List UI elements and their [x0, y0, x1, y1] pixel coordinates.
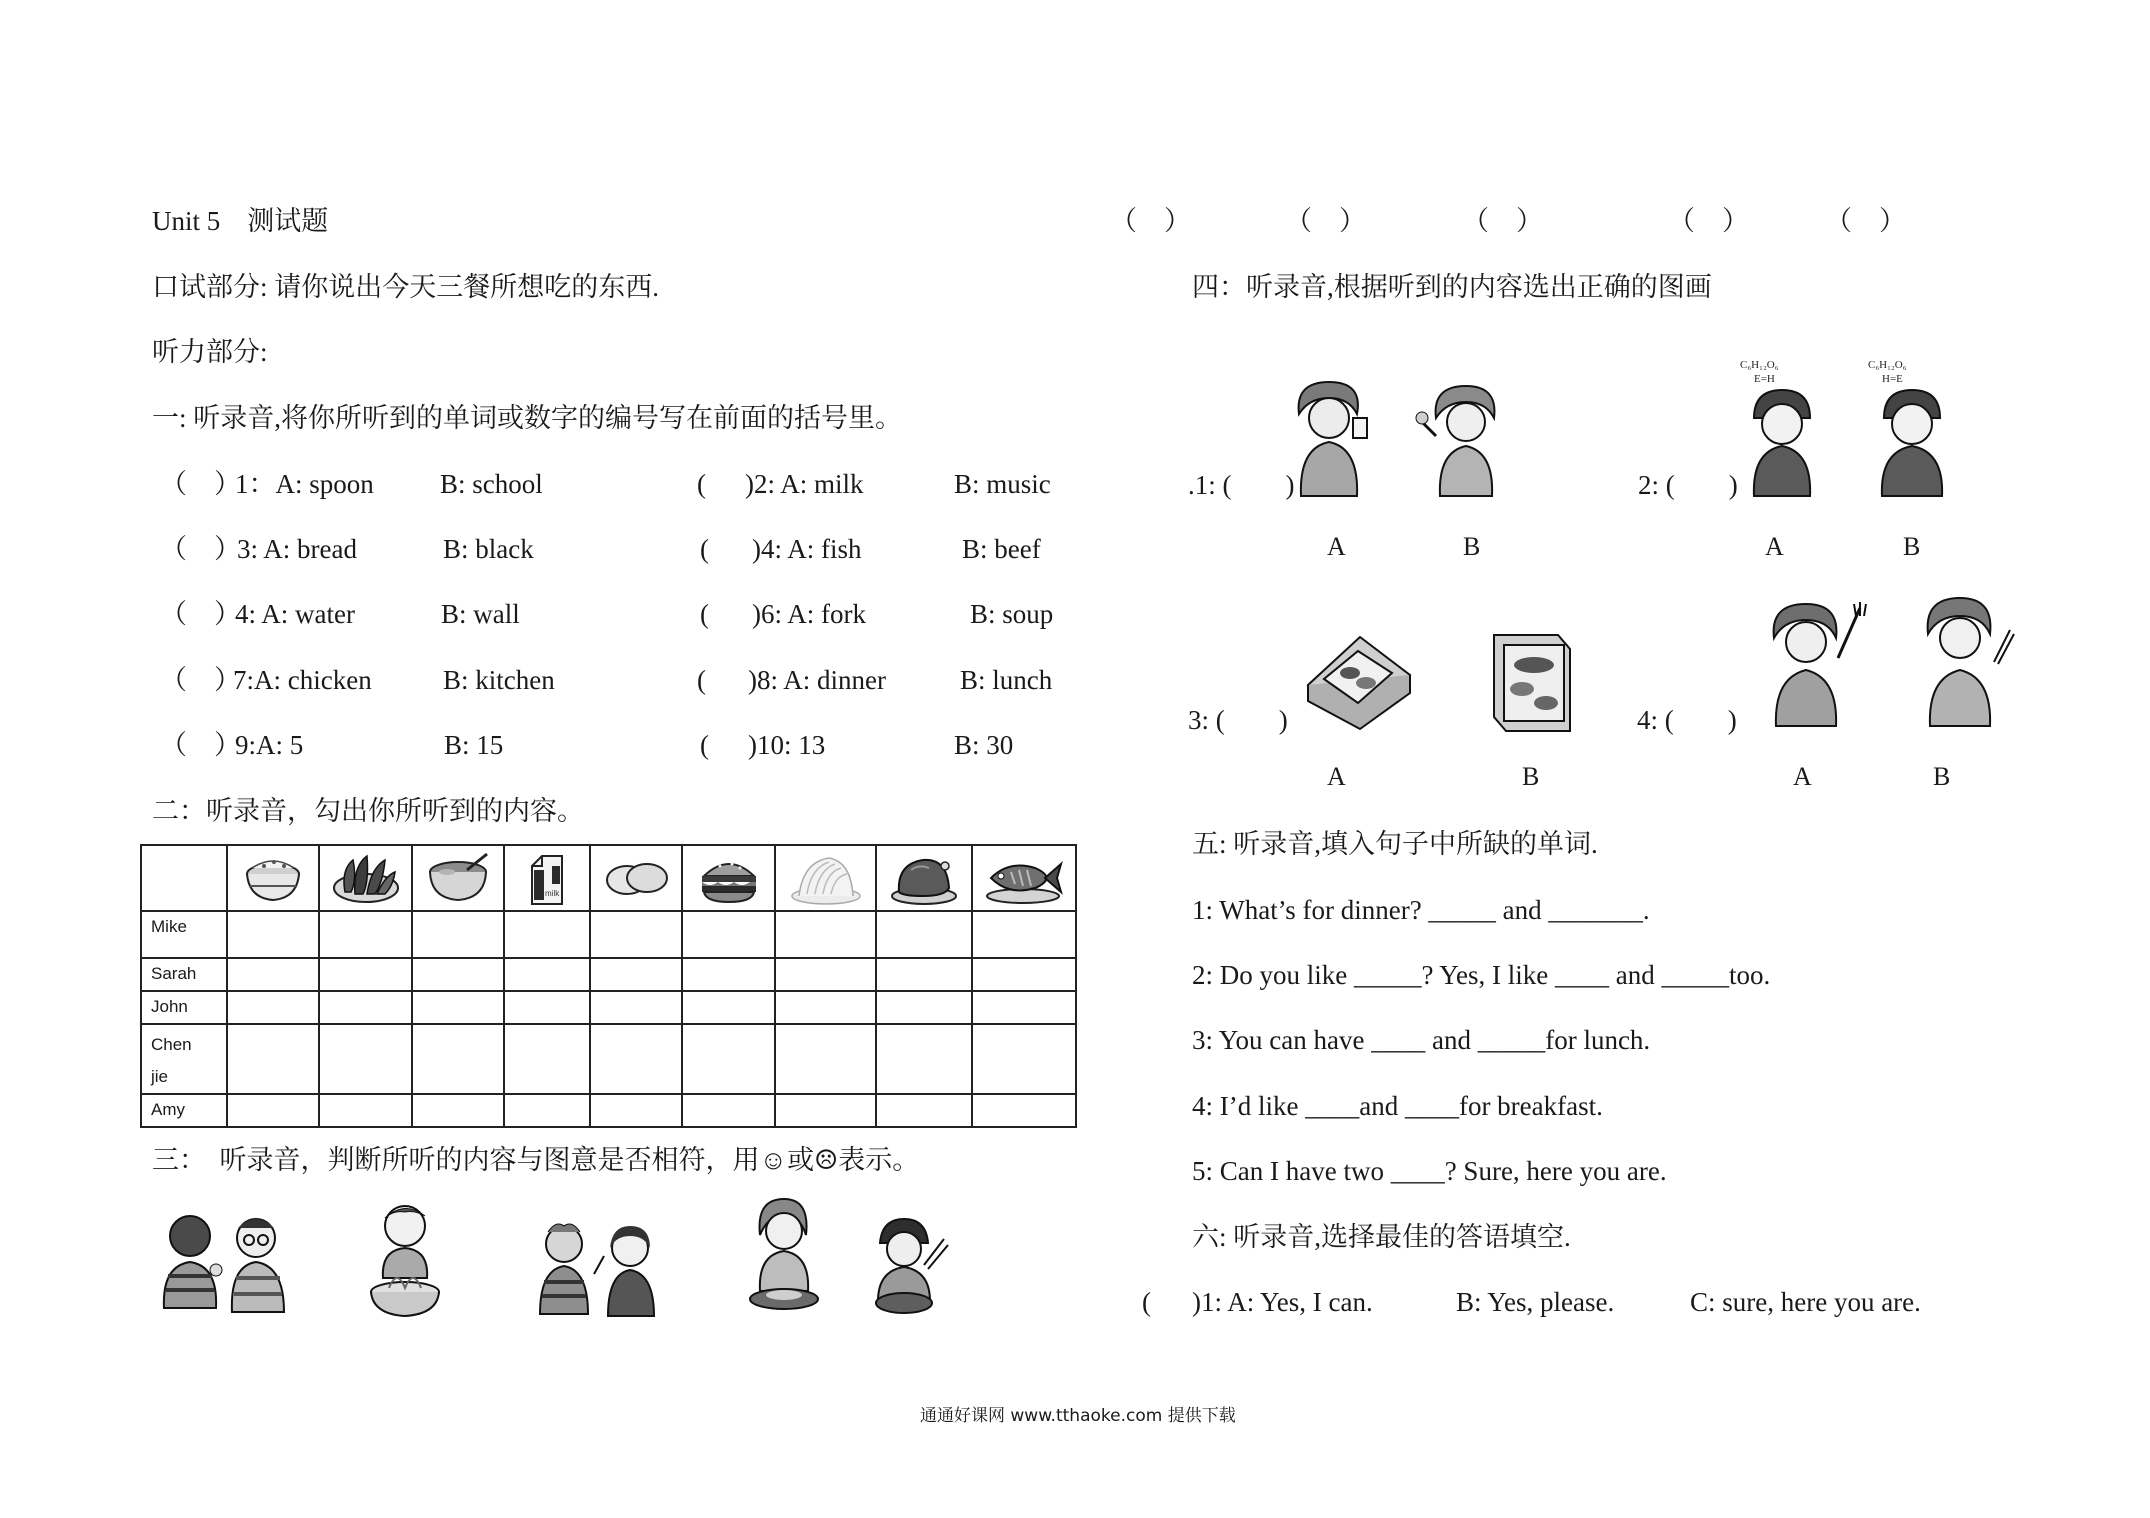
choice-paren[interactable]: 2: ( ): [1638, 470, 1738, 500]
check-cell[interactable]: [775, 991, 876, 1024]
fill-blank-sentence[interactable]: 4: I’d like ____and ____for breakfast.: [1192, 1091, 1603, 1121]
check-cell[interactable]: [319, 991, 412, 1024]
option-a: 9:A: 5: [235, 730, 304, 760]
check-cell[interactable]: [876, 991, 972, 1024]
check-cell[interactable]: [972, 991, 1076, 1024]
check-cell[interactable]: [504, 911, 590, 958]
answer-paren[interactable]: （ ）: [160, 599, 241, 629]
answer-paren[interactable]: （ ）: [1285, 206, 1366, 236]
worksheet-title: Unit 5 测试题: [152, 206, 329, 236]
option-b: B: 15: [444, 730, 504, 760]
option-a: 4: A: water: [235, 599, 355, 629]
check-cell[interactable]: [682, 1024, 775, 1094]
option-a-label: A: [1765, 532, 1784, 561]
fill-blank-sentence[interactable]: 5: Can I have two ____? Sure, here you are.: [1192, 1156, 1667, 1186]
option-a: )4: A: fish: [752, 534, 862, 564]
check-cell[interactable]: [775, 911, 876, 958]
two-boys-talking-illustration: [150, 1208, 300, 1318]
food-header-soup: [412, 845, 504, 911]
check-cell[interactable]: [775, 958, 876, 991]
answer-paren[interactable]: (: [697, 469, 706, 499]
food-header-hamburger: [682, 845, 775, 911]
check-cell[interactable]: [319, 958, 412, 991]
check-cell[interactable]: [876, 1094, 972, 1127]
section2-heading: 二：听录音，勾出你所听到的内容。: [152, 796, 584, 826]
check-cell[interactable]: [972, 958, 1076, 991]
check-cell[interactable]: [227, 1094, 319, 1127]
section3-heading: 三： 听录音，判断所听的内容与图意是否相符，用☺或☹表示。: [152, 1145, 920, 1175]
check-cell[interactable]: [590, 911, 682, 958]
option-b-label: B: [1463, 532, 1481, 561]
check-cell[interactable]: [590, 1024, 682, 1094]
option-a: )1: A: Yes, I can.: [1192, 1287, 1373, 1317]
check-cell[interactable]: [227, 958, 319, 991]
check-cell[interactable]: [504, 1024, 590, 1094]
check-cell[interactable]: [590, 958, 682, 991]
girl-with-fork-illustration: [1760, 598, 1872, 730]
answer-paren[interactable]: （ ）: [160, 469, 241, 499]
check-cell[interactable]: [682, 1094, 775, 1127]
girl-with-plate-illustration: [738, 1195, 828, 1320]
check-cell[interactable]: [590, 1094, 682, 1127]
food-header-noodles: [775, 845, 876, 911]
option-b: B: soup: [970, 599, 1054, 629]
student-name: John: [141, 991, 227, 1024]
check-cell[interactable]: [775, 1094, 876, 1127]
boy-eating-noodles-illustration: [365, 1198, 445, 1318]
boy-thinking-formula-a-illustration: [1730, 352, 1830, 498]
option-a: )10: 13: [748, 730, 826, 760]
check-cell[interactable]: [876, 1024, 972, 1094]
option-b: B: wall: [441, 599, 520, 629]
answer-paren[interactable]: (: [700, 730, 709, 760]
milk-carton-label: milk: [545, 889, 560, 898]
section5-heading: 五: 听录音,填入句子中所缺的单词.: [1192, 829, 1598, 859]
listening-heading: 听力部分:: [152, 337, 268, 367]
check-cell[interactable]: [319, 1094, 412, 1127]
answer-paren[interactable]: （ ）: [160, 534, 241, 564]
fill-blank-sentence[interactable]: 3: You can have ____ and _____for lunch.: [1192, 1025, 1651, 1055]
formula-text: C₆H₁₂O₆ E=H: [1740, 359, 1779, 385]
answer-paren[interactable]: (: [697, 665, 706, 695]
student-name: Mike: [141, 911, 227, 958]
answer-paren[interactable]: (: [1142, 1287, 1151, 1317]
option-a: )2: A: milk: [745, 469, 864, 499]
noodles-icon: [789, 852, 863, 906]
chicken-icon: [889, 852, 959, 906]
vegetable-icon: [331, 852, 401, 906]
check-cell[interactable]: [590, 991, 682, 1024]
check-cell[interactable]: [504, 991, 590, 1024]
check-cell[interactable]: [412, 958, 504, 991]
option-b: B: lunch: [960, 665, 1053, 695]
option-c: C: sure, here you are.: [1690, 1287, 1921, 1317]
check-cell[interactable]: [972, 911, 1076, 958]
option-b-label: B: [1903, 532, 1921, 561]
choice-paren[interactable]: 3: ( ): [1188, 705, 1288, 735]
check-cell[interactable]: [412, 911, 504, 958]
girl-with-chopsticks-illustration: [1910, 590, 2020, 730]
check-cell[interactable]: [227, 1024, 319, 1094]
check-cell[interactable]: [412, 1094, 504, 1127]
check-cell[interactable]: [682, 958, 775, 991]
check-cell[interactable]: [319, 911, 412, 958]
bread-icon: [603, 852, 669, 906]
option-a: 1：A: spoon: [235, 469, 374, 499]
rice-icon: [240, 852, 306, 906]
food-header-rice: [227, 845, 319, 911]
option-b: B: 30: [954, 730, 1014, 760]
check-cell[interactable]: [682, 991, 775, 1024]
food-header-milk: [504, 845, 590, 911]
oral-section-instruction: 口试部分: 请你说出今天三餐所想吃的东西.: [152, 272, 660, 302]
check-cell[interactable]: [682, 911, 775, 958]
option-b: B: beef: [962, 534, 1041, 564]
check-cell[interactable]: [876, 911, 972, 958]
answer-paren[interactable]: （ ）: [160, 665, 241, 695]
check-cell[interactable]: [972, 1094, 1076, 1127]
option-a: 7:A: chicken: [233, 665, 372, 695]
corner-cell: [141, 845, 227, 911]
check-cell[interactable]: [412, 1024, 504, 1094]
check-cell[interactable]: [227, 991, 319, 1024]
answer-paren[interactable]: （ ）: [1825, 206, 1906, 236]
answer-paren[interactable]: （ ）: [1110, 206, 1191, 236]
answer-paren[interactable]: （ ）: [1462, 206, 1543, 236]
option-a: )8: A: dinner: [748, 665, 886, 695]
option-b: B: kitchen: [443, 665, 555, 695]
student-name: Sarah: [141, 958, 227, 991]
check-cell[interactable]: [876, 958, 972, 991]
food-header-vegetable: [319, 845, 412, 911]
fill-blank-sentence[interactable]: 1: What’s for dinner? _____ and _______.: [1192, 895, 1650, 925]
option-b: B: black: [443, 534, 534, 564]
option-a-label: A: [1793, 762, 1812, 791]
milk-icon: [522, 852, 572, 908]
check-cell[interactable]: [775, 1024, 876, 1094]
option-a-label: A: [1327, 532, 1346, 561]
answer-paren[interactable]: (: [700, 599, 709, 629]
option-a-label: A: [1327, 762, 1346, 791]
option-b: B: music: [954, 469, 1051, 499]
girl-drinking-illustration: [1285, 378, 1380, 498]
lunch-box-b-illustration: [1490, 615, 1574, 733]
option-b: B: school: [440, 469, 543, 499]
section4-heading: 四：听录音,根据听到的内容选出正确的图画: [1192, 272, 1712, 302]
food-header-chicken: [876, 845, 972, 911]
option-a: )6: A: fork: [752, 599, 866, 629]
boy-thinking-formula-b-illustration: [1862, 352, 1962, 498]
answer-paren[interactable]: (: [700, 534, 709, 564]
hamburger-icon: [696, 852, 762, 906]
option-b-label: B: [1933, 762, 1951, 791]
choice-paren[interactable]: 4: ( ): [1637, 705, 1737, 735]
food-checklist-table: [140, 844, 1077, 1128]
food-header-bread: [590, 845, 682, 911]
food-header-fish: [972, 845, 1076, 911]
option-a: 3: A: bread: [237, 534, 357, 564]
choice-paren[interactable]: .1: ( ): [1188, 470, 1295, 500]
boy-with-chopsticks-illustration: [860, 1215, 950, 1320]
girl-eating-illustration: [1412, 382, 1507, 498]
option-b: B: Yes, please.: [1456, 1287, 1615, 1317]
check-cell[interactable]: [504, 1094, 590, 1127]
check-cell[interactable]: [972, 1024, 1076, 1094]
check-cell[interactable]: [319, 1024, 412, 1094]
student-name: Amy: [141, 1094, 227, 1127]
option-b-label: B: [1522, 762, 1540, 791]
formula-text: C₆H₁₂O₆ H=E: [1868, 359, 1907, 385]
answer-paren[interactable]: （ ）: [1668, 206, 1749, 236]
lunch-box-a-illustration: [1300, 615, 1418, 730]
section6-heading: 六: 听录音,选择最佳的答语填空.: [1192, 1222, 1571, 1252]
two-kids-eating-illustration: [530, 1218, 670, 1318]
soup-icon: [425, 852, 491, 906]
footer-download-note: 通通好课网 www.tthaoke.com 提供下载: [920, 1406, 1236, 1426]
fill-blank-sentence[interactable]: 2: Do you like _____? Yes, I like ____ and _____too.: [1192, 960, 1771, 990]
student-name: Chen jie: [141, 1024, 227, 1094]
check-cell[interactable]: [504, 958, 590, 991]
check-cell[interactable]: [227, 911, 319, 958]
fish-icon: [985, 852, 1063, 906]
check-cell[interactable]: [412, 991, 504, 1024]
section1-heading: 一: 听录音,将你所听到的单词或数字的编号写在前面的括号里。: [152, 403, 903, 433]
answer-paren[interactable]: （ ）: [160, 730, 241, 760]
